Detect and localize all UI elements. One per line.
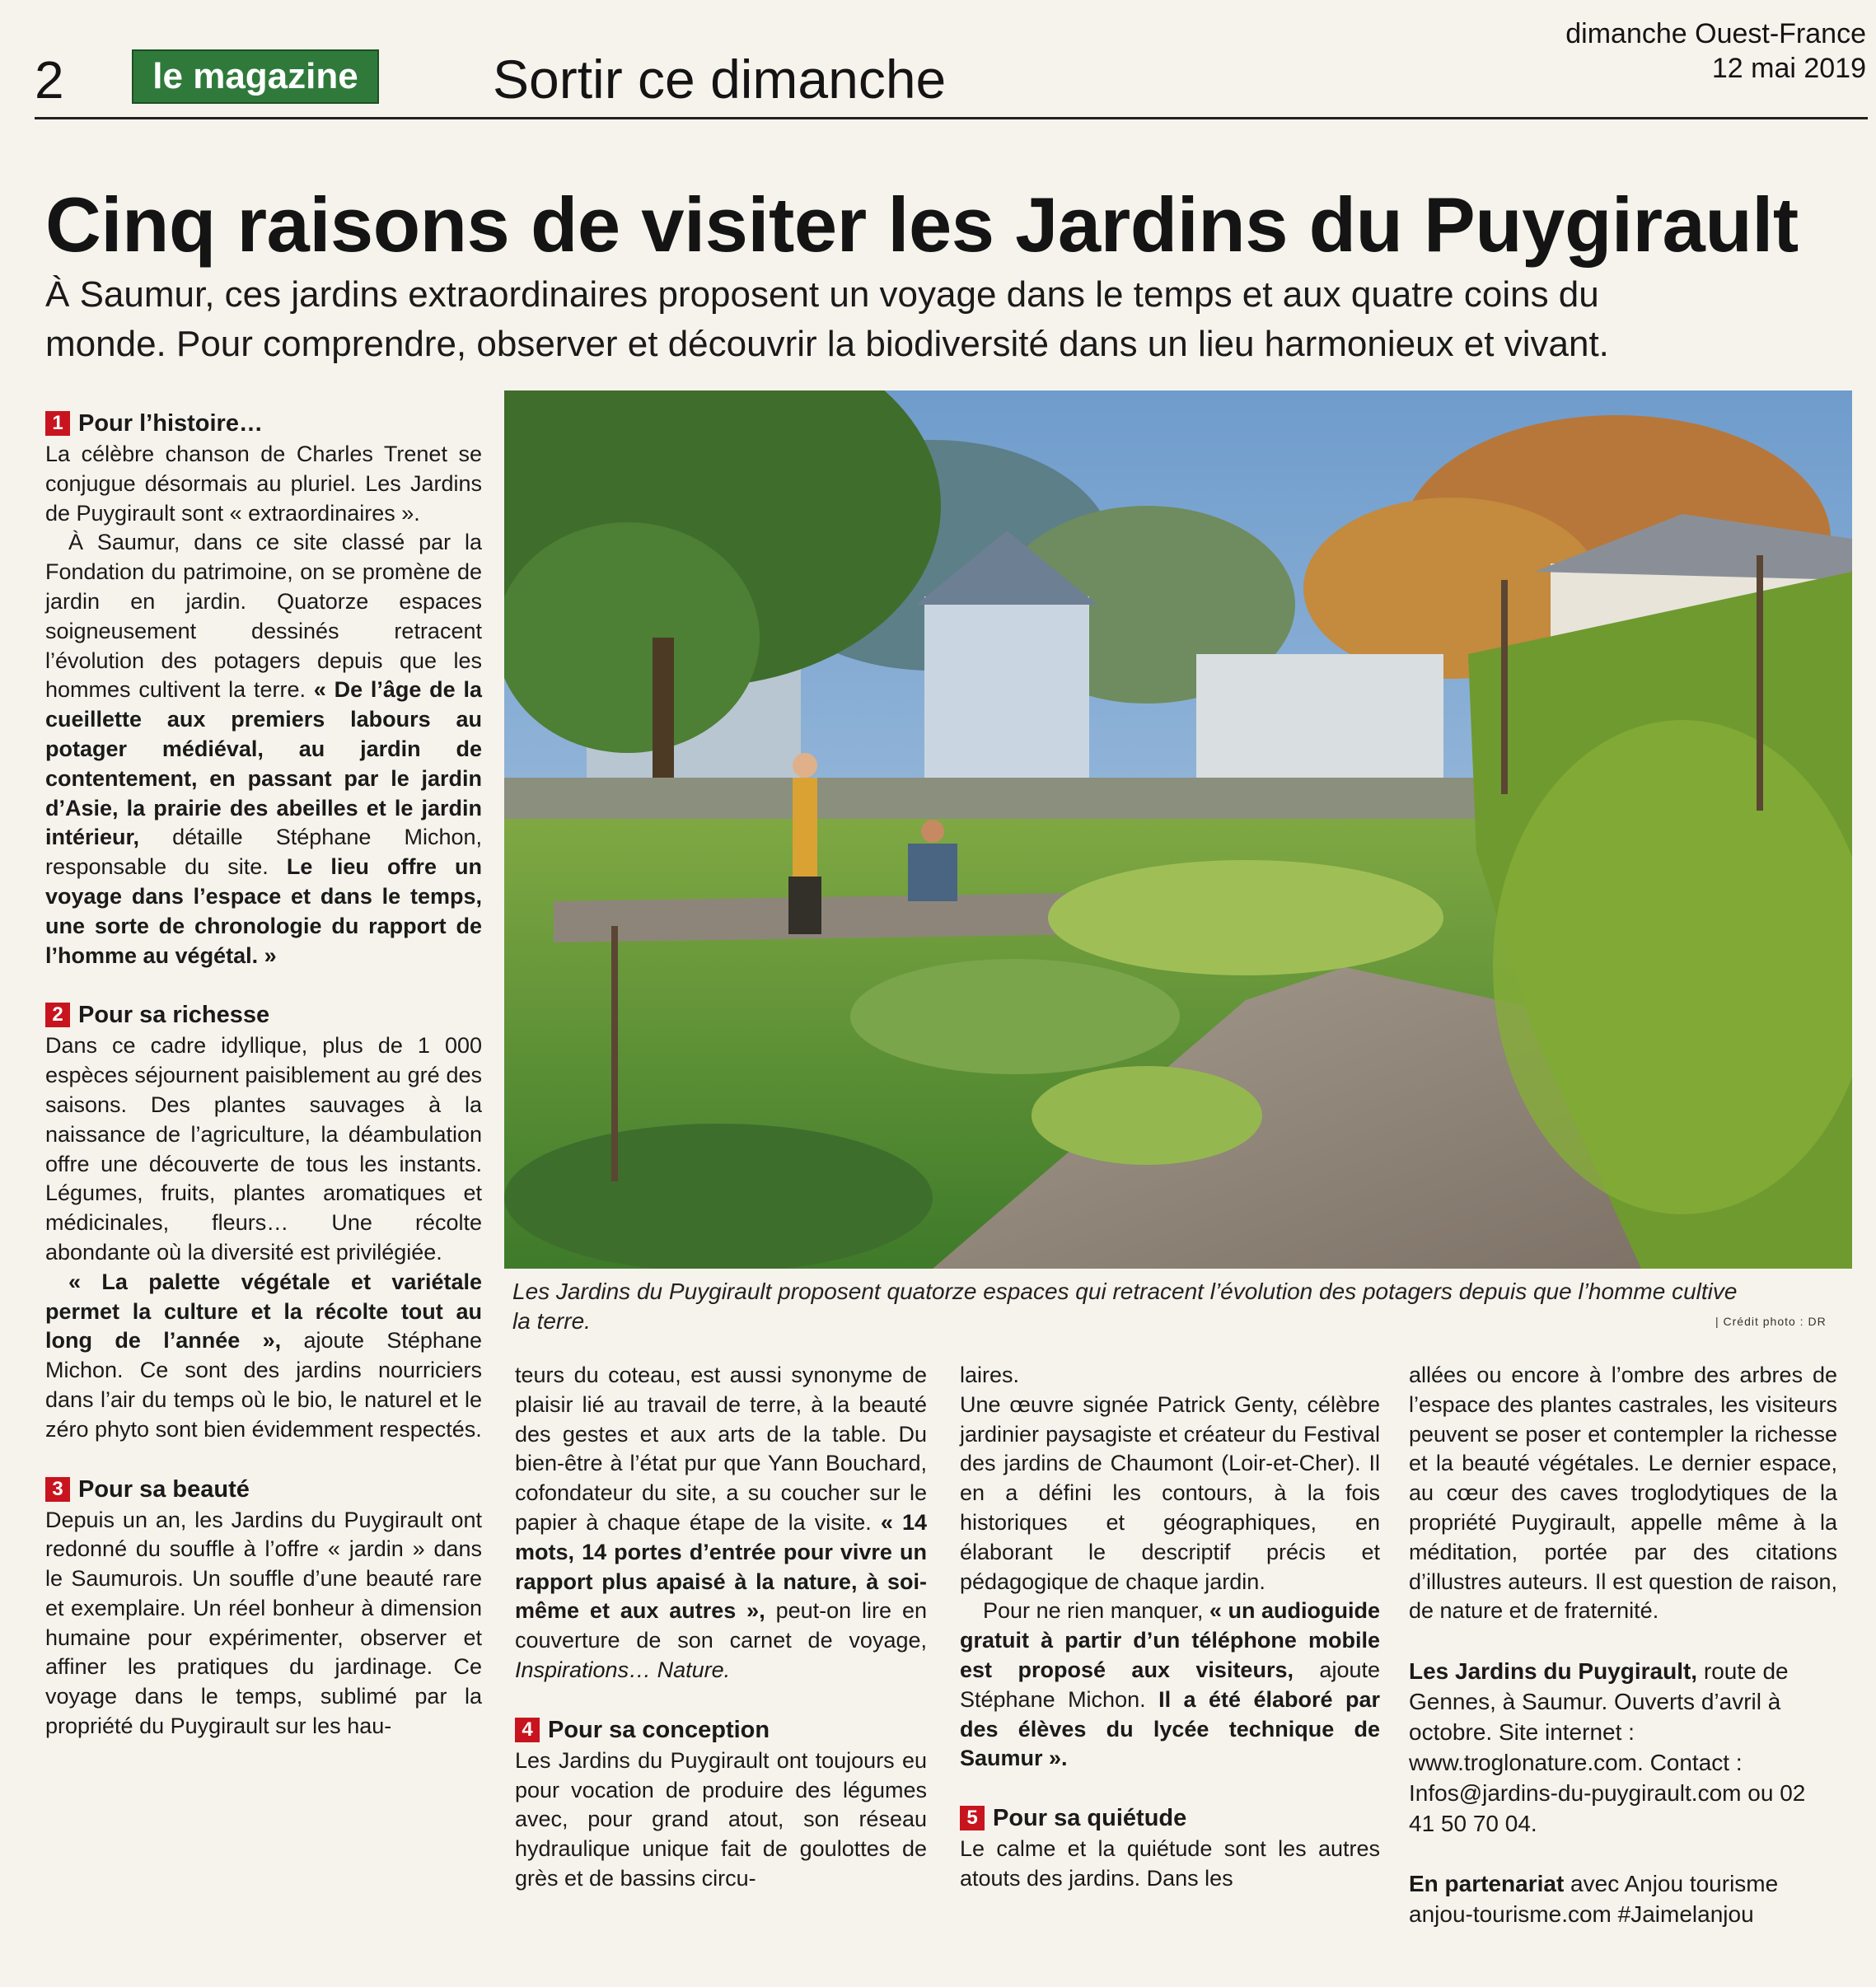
text: ajoute Stéphane Michon.: [960, 1657, 1380, 1712]
column-1: [45, 409, 482, 1742]
garden-photo-illustration: [504, 390, 1852, 1269]
quote: Il a été élaboré par des élèves du lycée technique de Saumur ».: [960, 1686, 1380, 1771]
paragraph: [515, 1746, 927, 1894]
quote: « La palette végétale et variétale permet la culture et la récolte tout au long de l’année »,: [45, 1269, 482, 1353]
paragraph: [960, 1835, 1380, 1894]
paragraph: [960, 1391, 1380, 1597]
text: détaille Stéphane Michon, responsable du site.: [45, 825, 482, 880]
paragraph: [45, 1506, 482, 1742]
paragraph: [515, 1361, 927, 1685]
quote: « un audioguide gratuit à partir d’un téléphone mobile est proposé aux visiteurs,: [960, 1598, 1380, 1682]
quote: « De l’âge de la cueillette aux premiers labours au potager médiéval, au jardin de contentement, en passant par le jardin d’Asie, la prairie des abeilles et le jardin intérieur,: [45, 677, 482, 850]
article-headline: Cinq raisons de visiter les Jardins du Puygirault: [45, 181, 1799, 268]
photo-caption: Les Jardins du Puygirault proposent quatorze espaces qui retracent l’évolution des potagers depuis que l’homme cultive la terre.: [512, 1279, 1738, 1334]
header-rule: [35, 117, 1868, 119]
section-number-badge: 1: [45, 411, 70, 436]
paragraph: [45, 528, 482, 970]
paragraph: [1409, 1361, 1837, 1626]
text: teurs du coteau, est aussi synonyme de plaisir lié au travail de terre, à la beauté des gestes et aux arts de la table. Du bien-être à l’état pur que Yann Bouchard, cofondateur du site, a su coucher sur le papier à chaque étape de la visite.: [515, 1363, 927, 1535]
partner-label: En partenariat: [1409, 1871, 1565, 1897]
paragraph: [960, 1361, 1380, 1391]
section-title: Pour sa quiétude: [993, 1805, 1187, 1832]
quote: « 14 mots, 14 portes d’entrée pour vivre un rapport plus apaisé à la nature, à soi-même et aux autres »,: [515, 1509, 927, 1624]
section-title: Pour sa conception: [548, 1716, 770, 1743]
section-number-badge: 3: [45, 1477, 70, 1502]
text: Les Jardins du Puygirault ont toujours eu pour vocation de produire des légumes avec, pour grand atout, son réseau hydraulique unique fait de goulottes de grès et de bassins circu-: [515, 1747, 927, 1891]
section-title: Pour l’histoire…: [78, 410, 263, 437]
text: La célèbre chanson de Charles Trenet se conjugue désormais au pluriel. Les Jardins de Puygirault sont « extraordinaires ».: [45, 442, 482, 526]
section-heading-2: [45, 1000, 482, 1030]
column-2: [515, 1361, 927, 1894]
text: Dans ce cadre idyllique, plus de 1 000 espèces séjournent paisiblement au gré des saisons. Des plantes sauvages à la naissance de l’agriculture, la déambulation offre une découverte de tous les instants. Légumes, fruits, plantes aromatiques et médicinales, fleurs… Une récolte abondante où la diversité est privilégiée.: [45, 1033, 482, 1265]
text: peut-on lire en couverture de son carnet de voyage,: [515, 1598, 927, 1653]
partner-text: avec Anjou tourisme anjou-tourisme.com #Jaimelanjou: [1409, 1871, 1779, 1928]
section-heading-1: [45, 409, 482, 438]
section-tag: le magazine: [132, 49, 379, 104]
text: ajoute Stéphane Michon. Ce sont des jardins nourriciers dans l’air du temps où le bio, le naturel et le zéro phyto sont bien évidemment respectés.: [45, 1328, 482, 1442]
section-number-badge: 5: [960, 1806, 985, 1830]
paragraph: [45, 1268, 482, 1445]
garden-photo: [504, 390, 1852, 1269]
article-standfirst: À Saumur, ces jardins extraordinaires proposent un voyage dans le temps et aux quatre coins du monde. Pour comprendre, observer et découvrir la biodiversité dans un lieu harmonieux et vivant.: [45, 274, 1609, 364]
section-number-badge: 4: [515, 1718, 540, 1742]
section-number-badge: 2: [45, 1003, 70, 1027]
photo-credit: | Crédit photo : DR: [1715, 1315, 1827, 1328]
text: laires.: [960, 1363, 1020, 1387]
paragraph: [45, 1031, 482, 1267]
text: allées ou encore à l’ombre des arbres de l’espace des plantes castrales, les visiteurs peuvent se poser et contempler la richesse et la beauté végétales. Le dernier espace, au cœur des caves troglodytiques de la propriété Puygirault, appelle même à la méditation, portée par des citations d’illustres auteurs. Il est question de raison, de nature et de fraternité.: [1409, 1363, 1837, 1624]
section-title: Sortir ce dimanche: [493, 49, 947, 110]
venue-details: route de Gennes, à Saumur. Ouverts d’avril à octobre. Site internet : www.troglonature.com. Contact : Infos@jardins-du-puygirault.com ou 02 41 50 70 04.: [1409, 1658, 1806, 1837]
section-heading-5: [960, 1803, 1380, 1833]
text: Pour ne rien manquer,: [983, 1598, 1209, 1624]
column-4: [1409, 1361, 1837, 1929]
text: À Saumur, dans ce site classé par la Fondation du patrimoine, on se promène de jardin en jardin. Quatorze espaces soigneusement dessinés retracent l’évolution des potagers depuis que les hommes cultivent la terre.: [45, 530, 482, 703]
page-number: 2: [35, 50, 64, 110]
edition-name: dimanche Ouest-France: [1565, 18, 1866, 49]
info-box: [1409, 1656, 1837, 1839]
book-title: Inspirations… Nature.: [515, 1657, 731, 1682]
column-3: [960, 1361, 1380, 1894]
section-title: Pour sa richesse: [78, 1002, 270, 1029]
section-heading-3: [45, 1475, 482, 1504]
text: Une œuvre signée Patrick Genty, célèbre jardinier paysagiste et créateur du Festival des jardins de Chaumont (Loir-et-Cher). Il en a défini les contours, à la fois historiques et géographiques, en élaborant le descriptif précis et pédagogique de chaque jardin.: [960, 1391, 1380, 1594]
paragraph: [45, 440, 482, 528]
partner-note: [1409, 1868, 1837, 1929]
edition-info: [1565, 16, 1866, 86]
section-title: Pour sa beauté: [78, 1475, 250, 1503]
text: Depuis un an, les Jardins du Puygirault ont redonné du souffle à l’offre « jardin » dans le Saumurois. Un souffle d’une beauté rare et exemplaire. Un réel bonheur à dimension humaine pour expérimenter, observer et affiner les pratiques du jardinage. Ce voyage dans le temps, sublimé par la propriété du Puygirault sur les hau-: [45, 1507, 482, 1739]
edition-date: 12 mai 2019: [1711, 53, 1866, 84]
section-heading-4: [515, 1715, 927, 1745]
quote: Le lieu offre un voyage dans l’espace et dans le temps, une sorte de chronologie du rapport de l’homme au végétal. »: [45, 854, 482, 968]
venue-name: Les Jardins du Puygirault,: [1409, 1658, 1698, 1685]
paragraph: [960, 1597, 1380, 1774]
text: Le calme et la quiétude sont les autres atouts des jardins. Dans les: [960, 1836, 1380, 1891]
